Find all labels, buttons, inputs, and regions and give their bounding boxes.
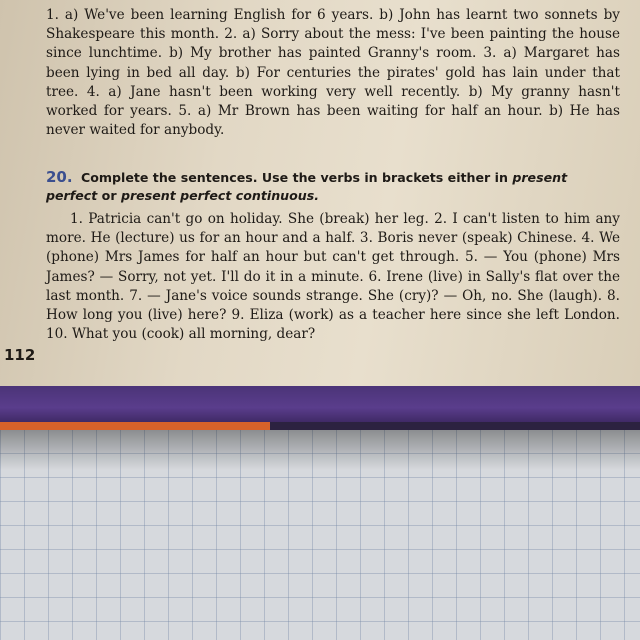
tense-present-perfect: present perfect: [46, 170, 568, 203]
exercise-heading: [46, 168, 620, 205]
previous-exercise-text: 1. a) We've been learning English for 6 years. b) John has learnt two sonnets by Shakespeare this month. 2. a) Sorry about the mess: I've been painting the house since lunchtime. b) My brother has painted Granny's room. 3. a) Margaret has been lying in bed all day. b) For centuries the pirates' gold has lain under that tree. 4. a) Jane hasn't been working very well recently. b) My granny hasn't worked for years. 5. a) Mr Brown has been waiting for half an hour. b) He has never waited for anybody.: [46, 7, 620, 139]
book-edge-stripe: [0, 422, 270, 430]
page-number: 112: [4, 346, 36, 364]
exercise-number: 20.: [46, 168, 73, 186]
exercise-instruction: Complete the sentences. Use the verbs in brackets either in: [80, 170, 508, 185]
book-edge-strip: [270, 422, 640, 430]
book-shadow: [0, 430, 640, 470]
exercise-sentences: 1. Patricia can't go on holiday. She (break) her leg. 2. I can't listen to him any more. He (lecture) us for an hour and a half. 3. Boris never (speak) Chinese. 4. We (phone) Mrs James for half an hour but can't get through. 5. — You (phone) Mrs James? — Sorry, not yet. I'll do it in a minute. 6. Irene (live) in Sally's flat over the last month. 7. — Jane's voice sounds strange. She (cry)? — Oh, no. She (laugh). 8. How long you (live) here? 9. Eliza (work) as a teacher here since she left London. 10. What you (cook) all morning, dear?: [46, 211, 620, 343]
instruction-or: or: [101, 188, 117, 203]
tense-present-perfect-continuous: present perfect continuous.: [120, 188, 320, 203]
book-edge-band: [0, 386, 640, 422]
